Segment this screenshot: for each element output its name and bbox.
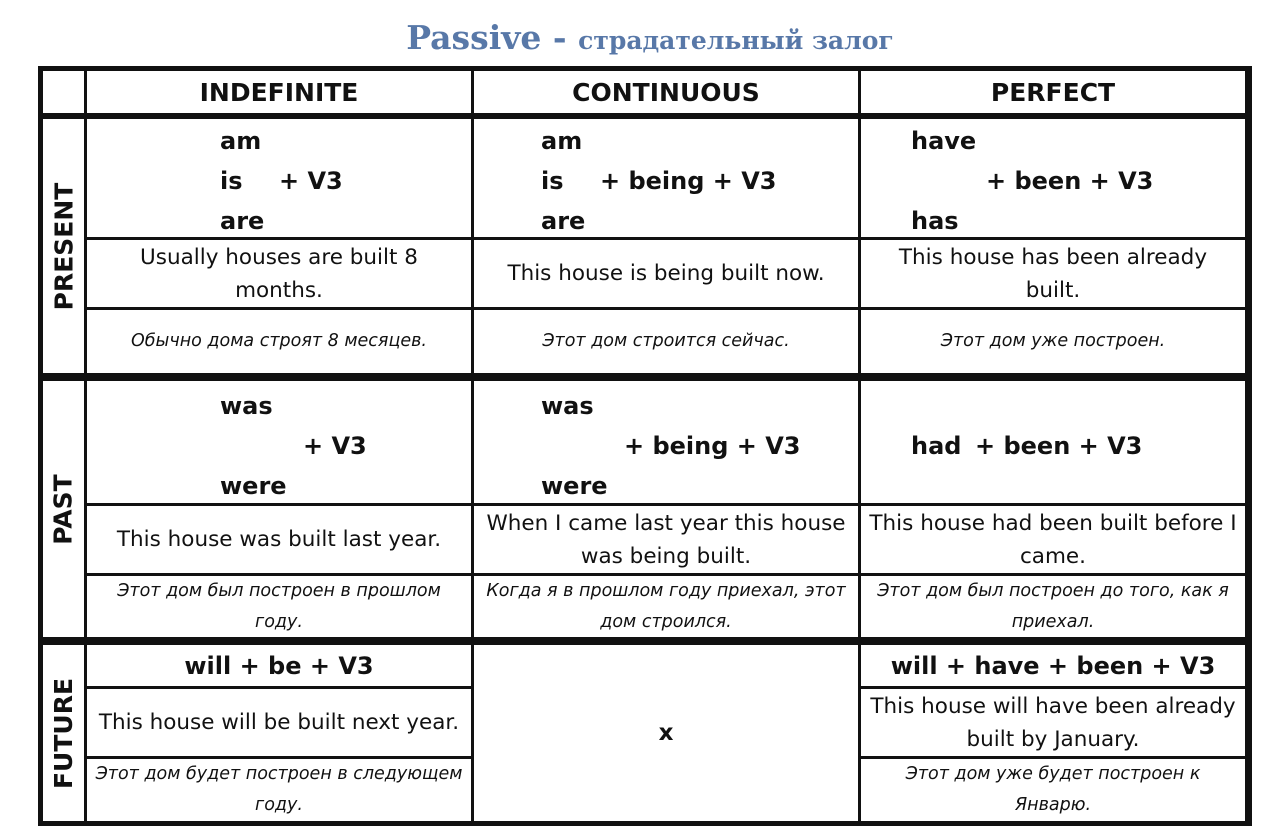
future-indefinite-example: This house will be built next year. [87,689,471,756]
header-continuous: CONTINUOUS [474,71,858,113]
future-indefinite-formula: will + be + V3 [87,645,471,686]
aux-were: were [220,472,287,500]
present-perfect-formula [861,119,1245,237]
formula: + being + V3 [624,432,801,460]
past-perfect-formula [861,381,1245,503]
present-perfect-translation: Этот дом уже построен. [861,310,1245,373]
aux-is: is [541,167,564,195]
future-continuous-not-used: x [474,645,858,821]
aux-am: am [541,127,583,155]
past-indefinite-translation: Этот дом был построен в прошлом году. [87,576,471,637]
future-perfect-formula: will + have + been + V3 [861,645,1245,686]
present-perfect-example: This house has been already built. [861,240,1245,307]
aux-was: was [541,392,594,420]
corner-cell [43,71,84,113]
formula: + being + V3 [600,167,777,195]
formula: + been + V3 [975,432,1143,460]
row-label-present: PRESENT [43,119,84,373]
row-label-future: FUTURE [43,645,84,821]
aux-are: are [220,207,265,235]
future-perfect-translation: Этот дом уже будет построен к Январю. [861,759,1245,821]
title-main: Passive [406,18,542,57]
page-title [0,18,1280,57]
aux-had: had [911,432,962,460]
past-perfect-example: This house had been built before I came. [861,506,1245,573]
past-indefinite-example: This house was built last year. [87,506,471,573]
past-continuous-formula [474,381,858,503]
aux-is: is [220,167,243,195]
future-indefinite-translation: Этот дом будет построен в следующем году. [87,759,471,821]
past-continuous-example: When I came last year this house was being built. [474,506,858,573]
present-indefinite-example: Usually houses are built 8 months. [87,240,471,307]
present-indefinite-translation: Обычно дома строят 8 месяцев. [87,310,471,373]
past-perfect-translation: Этот дом был построен до того, как я приехал. [861,576,1245,637]
title-separator: - [541,18,579,57]
aux-were: were [541,472,608,500]
formula: + been + V3 [986,167,1154,195]
aux-has: has [911,207,959,235]
future-perfect-example: This house will have been already built by January. [861,689,1245,756]
aux-have: have [911,127,977,155]
present-continuous-translation: Этот дом строится сейчас. [474,310,858,373]
row-label-past: PAST [43,381,84,637]
present-indefinite-formula [87,119,471,237]
formula: + V3 [279,167,343,195]
past-continuous-translation: Когда я в прошлом году приехал, этот дом строился. [474,576,858,637]
title-sub: страдательный залог [578,26,894,55]
header-indefinite: INDEFINITE [87,71,471,113]
past-indefinite-formula [87,381,471,503]
formula: + V3 [303,432,367,460]
aux-are: are [541,207,586,235]
header-perfect: PERFECT [861,71,1245,113]
aux-am: am [220,127,262,155]
passive-voice-table [38,66,1252,826]
present-continuous-example: This house is being built now. [474,240,858,307]
aux-was: was [220,392,273,420]
present-continuous-formula [474,119,858,237]
